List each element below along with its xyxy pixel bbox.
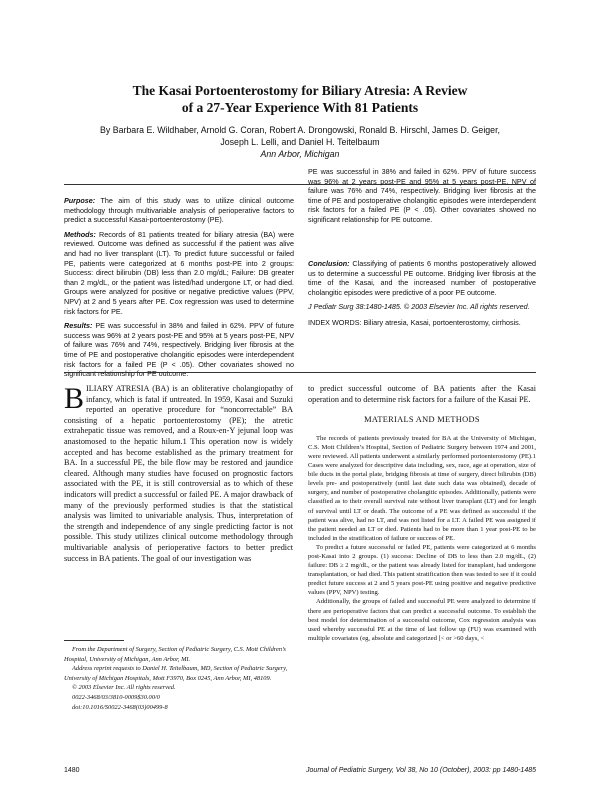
abstract-purpose xyxy=(64,196,294,225)
abstract-results-continued xyxy=(308,167,536,254)
methods-text: Records of 81 patients treated for biliary atresia (BA) were reviewed. Outcome was defined as successful if the patient was alive and had no liver transplant (LT). To predict future successful or failed PE, patients were categorized at 6 months post-PE into 2 groups: Success: direct bilirubin (DB) less than 2.0 mg/dL; Failure: DB greater than 2 mg/dL, or the patient was listed/had undergone LT, or had died. Groups were analyzed for positive or negative predictive values (PPV, NPV) at 2 and 5 years after PE. Cox regression was used to determine risk factors for PE. xyxy=(64,229,294,316)
article-title xyxy=(60,82,540,116)
results-label: Results: xyxy=(64,321,93,331)
footnote-address: Address reprint requests to Daniel H. Teitelbaum, MD, Section of Pediatric Surgery, University of Michigan Hospitals, Mott F3970, Box 0245, Ann Arbor, MI, 48109. xyxy=(64,665,288,682)
index-words: INDEX WORDS: Biliary atresia, Kasai, portoenterostomy, cirrhosis. xyxy=(308,317,521,327)
intro-text: ILIARY ATRESIA (BA) is an obliterative cholangiopathy of infancy, which is fatal if untreated. In 1959, Kasai and Suzuki reported an operative procedure for “noncorrectable” BA consisting of a hepatic portoenterostomy (PE); the atretic extrahepatic tissue was removed, and a Roux-en-Y jejunal loop was anastomosed to the hepatic hilum.1 This operation now is widely accepted and has become established as the primary treatment for BA. In a successful PE, the bile flow may be restored and jaundice cleared. Although many studies have focused on prognostic factors associated with the PE, it is still controversial as to which of these indicators will predict a successful or failed PE. A major drawback of many of the previously performed studies is that the statistical analysis was limited to univariable analysis. Thus, interpretation of the strength and independence of any single predicting factor is not possible. This study utilizes clinical outcome methodology through multivariable analysis of perioperative factors to better predict success in BA patients. The goal of our investigation was xyxy=(64,384,293,563)
page-number: 1480 xyxy=(64,767,80,774)
footnotes xyxy=(64,645,293,712)
conclusion-label: Conclusion: xyxy=(308,259,350,268)
body-right-column xyxy=(308,384,536,754)
authors-line-1: By Barbara E. Wildhaber, Arnold G. Coran, Robert A. Drongowski, Ronald B. Hirschl, James D. Geiger, xyxy=(100,125,500,135)
abstract-conclusion xyxy=(308,259,536,297)
abstract-bottom-rule xyxy=(64,372,536,373)
methods-paragraph-2: To predict a future successful or failed PE, patients were categorized at 6 months post-Kasai into 2 groups. (1) success: Decline of DB to less than 2.0 mg/dL, (2) failure: DB ≥ 2 mg/dL, or the patient was already listed for transplant, had undergone transplantation, or had died. This patient stratification then was tested to see if it could predict future success at 2 and 5 years post-PE using positive and negative predictive values (PPV, NPV) testing. xyxy=(308,543,536,597)
footnote-affiliation: From the Department of Surgery, Section of Pediatric Surgery, C.S. Mott Children’s Hospital, University of Michigan, Ann Arbor, MI. xyxy=(64,646,286,663)
body-left-column xyxy=(64,384,293,628)
results-text: PE was successful in 38% and failed in 62%. PPV of future success was 96% at 2 years post-PE and 95% at 5 years post-PE, NPV of failure was 76% and 74%, respectively. Bridging liver fibrosis at the time of PE and postoperative cholangitic episodes were interdependent risk factors for a failed PE (P < .05). Other covariates showed no significant relationship for PE outcome. xyxy=(64,321,294,379)
purpose-text: The aim of this study was to utilize clinical outcome methodology through multivariable analysis of perioperative factors to predict a successful Kasai-portoenterostomy (PE). xyxy=(64,196,294,225)
abstract-right-column xyxy=(308,167,536,333)
conclusion-text: Classifying of patients 6 months postoperatively allowed us to determine a successful PE outcome. Bridging liver fibrosis at the time of the Kasai, and the increased number of postoperative cholangitic episodes were predictive of a poor PE outcome. xyxy=(308,259,536,297)
results-continuation: PE was successful in 38% and failed in 62%. PPV of future success was 96% at 2 years post-PE and 95% at 5 years post-PE, NPV of failure was 76% and 74%, respectively. Bridging liver fibrosis at the time of PE and postoperative cholangitic episodes were interdependent risk factors for a failed PE (P < .05). Other covariates showed no significant relationship for PE outcome. xyxy=(308,167,536,224)
introduction-paragraph xyxy=(64,384,293,564)
footnote-doi: doi:10.1016/S0022-3468(03)00499-8 xyxy=(72,703,168,711)
section-heading: MATERIALS AND METHODS xyxy=(364,415,480,425)
purpose-label: Purpose: xyxy=(64,196,96,205)
footnote-rule xyxy=(64,640,124,641)
authors-line-2: Joseph L. Lelli, and Daniel H. Teitelbaum xyxy=(220,137,380,147)
methods-paragraph-1: The records of patients previously treated for BA at the University of Michigan, C.S. Mott Children’s Hospital, Section of Pediatric Surgery between 1974 and 2001, were reviewed. All patients underwent a similarly performed portoenterostomy (PE).1 Cases were analyzed for descriptive data including, sex, race, age at operation, size of bile ducts in the portal plate, bridging fibrosis at time of surgery, direct bilirubin (DB) levels pre- and postoperatively (until last date such data was obtained), decade of surgery, and number of postoperative cholangitic episodes. Additionally, patients were classified as to their overall survival rate without liver transplant (LT) and for length of survival until LT or death. The outcome of a PE was defined as successful if the patient was alive, had no LT, and was not listed for a LT. A failed PE was assigned if the patient needed an LT or died. Patients had to be more than 1 year post-PE to be included in the stratification of failure or success of PE. xyxy=(308,434,536,542)
methods-paragraph-3: Additionally, the groups of failed and successful PE were analyzed to determine if there are perioperative factors that can predict a successful outcome. To establish the best model for determination of a successful outcome, Cox regression analysis was used whereby successful PE at the time of last follow up (FU) was examined with multiple covariates (eg, absolute and categorized [< or >60 days, < xyxy=(308,598,536,642)
author-list xyxy=(60,124,540,148)
drop-cap: B xyxy=(64,382,85,415)
footnote-issn: 0022-3468/03/3810-0009$30.00/0 xyxy=(72,693,160,701)
abstract-citation: J Pediatr Surg 38:1480-1485. © 2003 Elsevier Inc. All rights reserved. xyxy=(308,302,530,312)
journal-citation-footer: Journal of Pediatric Surgery, Vol 38, No 10 (October), 2003: pp 1480-1485 xyxy=(306,767,536,774)
title-line-1: The Kasai Portoenterostomy for Biliary Atresia: A Review xyxy=(132,83,468,98)
abstract-results xyxy=(64,321,294,379)
intro-continued: to predict successful outcome of BA patients after the Kasai operation and to determine risk factors for a failure of the Kasai PE. xyxy=(308,384,536,404)
abstract-methods xyxy=(64,230,294,316)
title-line-2: of a 27-Year Experience With 81 Patients xyxy=(181,100,419,115)
methods-body xyxy=(308,434,536,643)
footnote-copyright: © 2003 Elsevier Inc. All rights reserved. xyxy=(72,684,176,692)
methods-label: Methods: xyxy=(64,229,96,239)
abstract-left-column xyxy=(64,196,294,379)
affiliation-location: Ann Arbor, Michigan xyxy=(260,149,340,159)
